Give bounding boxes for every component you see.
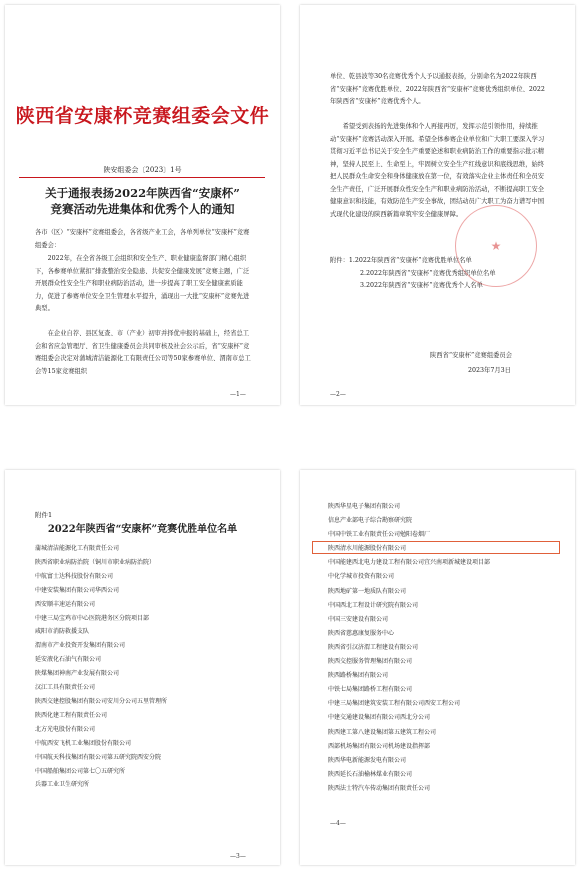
notice-title-line2: 竞赛活动先进集体和优秀个人的通知 xyxy=(50,202,235,216)
attachment-item: 2.2022年陕西省“安康杯”竞赛优秀组织单位名单 xyxy=(360,269,496,277)
paragraph-3: 希望受到表扬的先进集体和个人再接再厉，发挥示范引领作用，持续推动“安康杯”竞赛活动深入开展。希望全体参赛企业单位和广大职工要深入学习贯彻习近平总书记关于安全生产重要论述和职业病防治工作的重要指示批示精神，坚持人民至上、生命至上，牢固树立安全生产红线意识和底线思维，始终把人民群众生命安全和身体健康放在第一位，有效落实企业主体责任和全员安全生产责任，广泛开展群众性安全生产和职业病防治活动，不断提高职工安全健康意识和技能，有效防范生产安全事故，团结动员广大职工为奋力谱写中国式现代化建设的陕西新篇章筑牢安全健康屏障。 xyxy=(330,123,545,218)
list-item: 中建安装集团有限公司华西公司 xyxy=(35,586,120,594)
list-item: 延安液化石油气有限公司 xyxy=(35,656,102,664)
list-item: 渭南市产业投资开发集团有限公司 xyxy=(35,642,126,650)
document-number: 陕安组委会〔2023〕1号 xyxy=(103,166,182,174)
list-item: 陕西交控服务管理集团有限公司 xyxy=(328,658,413,666)
list-item: 陕西建工第八建设集团第五建筑工程公司 xyxy=(328,728,437,736)
list-item: 咸阳市消防救援支队 xyxy=(35,628,90,636)
list-item: 中建交通建设集团有限公司西北分公司 xyxy=(328,714,431,722)
list-item: 信息产业部电子综合勘察研究院 xyxy=(328,517,413,525)
list-item: 中国西北工程设计研究院有限公司 xyxy=(328,601,419,609)
page-number: —3— xyxy=(230,853,246,860)
list-item: 中国能建西北电力建设工程有限公司宜兴南项新城建设项目部 xyxy=(328,559,491,567)
document-page-2 xyxy=(300,5,575,405)
list-item: 中国中铁工业有限责任公司勉阳卷烟厂 xyxy=(328,531,431,539)
attachment-label: 附件1 xyxy=(35,511,53,519)
list-item: 汉江工具有限责任公司 xyxy=(35,684,96,692)
list-item: 蒲城清洁能源化工有限责任公司 xyxy=(35,545,120,552)
paragraph-1: 2022年，在全省各级工会组织和安全生产、职业健康监督部门精心组织下，各参赛单位紧扣“排查整治安全隐患、共促安全健康发展”竞赛主题，广泛开展群众性安全生产和职业病防治活动，进一步提高了职工安全健康素质能力，促进了参赛单位安全卫生管理水平提升，涌现出一大批“安康杯”竞赛先进典型。 xyxy=(35,255,250,312)
document-page-3 xyxy=(5,470,280,865)
signature-date: 2023年7月3日 xyxy=(468,367,511,374)
list-item: 西部机场集团有限公司机场建设指挥部 xyxy=(328,742,431,750)
list-item: 陕西路桥集团有限公司 xyxy=(328,672,389,680)
page-number: —1— xyxy=(230,391,246,398)
list-item: 陕西延长石油榆林煤业有限公司 xyxy=(328,770,413,778)
page-number: —4— xyxy=(330,820,346,827)
list-item: 陕西省职业病防治院（铜川市职业病防治院） xyxy=(35,558,156,566)
list-item: 中国三安建设有限公司 xyxy=(328,615,389,623)
unit-list xyxy=(35,542,265,792)
list-item: 中航富士达科技股份有限公司 xyxy=(35,572,114,580)
list-item: 中建三局集团建筑安装工程有限公司西安工程公司 xyxy=(328,700,461,708)
list-item: 陕西化建工程有限责任公司 xyxy=(35,711,108,719)
list-item: 北方光电股份有限公司 xyxy=(35,725,96,733)
list-item: 陕西华星电子集团有限公司 xyxy=(328,503,401,510)
list-item: 陕西省慈惠康复服务中心 xyxy=(328,629,395,637)
notice-title xyxy=(5,185,280,217)
document-page-4 xyxy=(300,470,575,865)
list-title: 2022年陕西省“安康杯”竞赛优胜单位名单 xyxy=(47,524,238,535)
document-page-1 xyxy=(5,5,280,405)
attachment-item: 3.2022年陕西省“安康杯”竞赛优秀个人名单 xyxy=(360,282,483,289)
official-seal: ★ xyxy=(455,205,537,287)
signature: 陕西省“安康杯”竞赛组委员会 xyxy=(430,352,513,359)
list-item: 陕西华电新能源发电有限公司 xyxy=(328,756,407,764)
list-item: 中航西安飞机工业集团股份有限公司 xyxy=(35,739,132,747)
addressee: 各市（区）“安康杯”竞赛组委会，各省级产业工会，各单列单位“安康杯”竞赛组委会： xyxy=(35,229,250,249)
document-header: 陕西省安康杯竞赛组委会文件 xyxy=(15,105,270,127)
red-divider xyxy=(19,177,265,178)
page-number: —2— xyxy=(330,391,346,398)
list-item: 陕西法士特汽车传动集团有限责任公司 xyxy=(328,784,431,792)
list-item: 中国船舶集团公司第七〇五研究所 xyxy=(35,767,126,775)
list-item: 陕煤集团神南产业发展有限公司 xyxy=(35,670,120,678)
paragraph-2: 在企业自荐、县区复查、市（产业）初审并择优申报的基础上，经省总工会和省应急管理厅、省卫生健康委员会共同审核及社会公示后，省“安康杯”竞赛组委会决定对蒲城清洁能源化工有限责任公司等50家参赛单位、渭南市总工会等15家竞赛组织 xyxy=(35,330,251,375)
list-item: 中建三局宝鸡市中心医院港务区分院项目部 xyxy=(35,614,150,622)
paragraph-continued: 单位、乾县波等30名竞赛优秀个人予以通报表扬，分别命名为2022年陕西省“安康杯”竞赛优胜单位、2022年陕西省“安康杯”竞赛优秀组织单位、2022年陕西省“安康杯”竞赛优秀个人。 xyxy=(330,73,545,105)
list-item: 中化学城市投资有限公司 xyxy=(328,573,395,581)
list-item: 陕西地矿第一地质队有限公司 xyxy=(328,587,407,595)
list-item: 中国航天科技集团有限公司第五研究院西安分院 xyxy=(35,753,162,761)
list-item: 陕西省引汉济渭工程建设有限公司 xyxy=(328,643,419,651)
notice-title-line1: 关于通报表扬2022年陕西省“安康杯” xyxy=(45,186,240,200)
unit-list xyxy=(328,500,568,796)
list-item: 陕西交建控股集团有限公司安川分公司五里管理所 xyxy=(35,697,168,705)
list-item-highlighted: 陕西清水川能源股份有限公司 xyxy=(328,545,407,553)
list-item: 兵器工业卫生研究所 xyxy=(35,781,90,789)
list-item: 西安顺丰速运有限公司 xyxy=(35,600,96,608)
attachment-item: 附件：1.2022年陕西省“安康杯”竞赛优胜单位名单 xyxy=(330,257,472,264)
list-item: 中铁七局集团路桥工程有限公司 xyxy=(328,686,413,694)
